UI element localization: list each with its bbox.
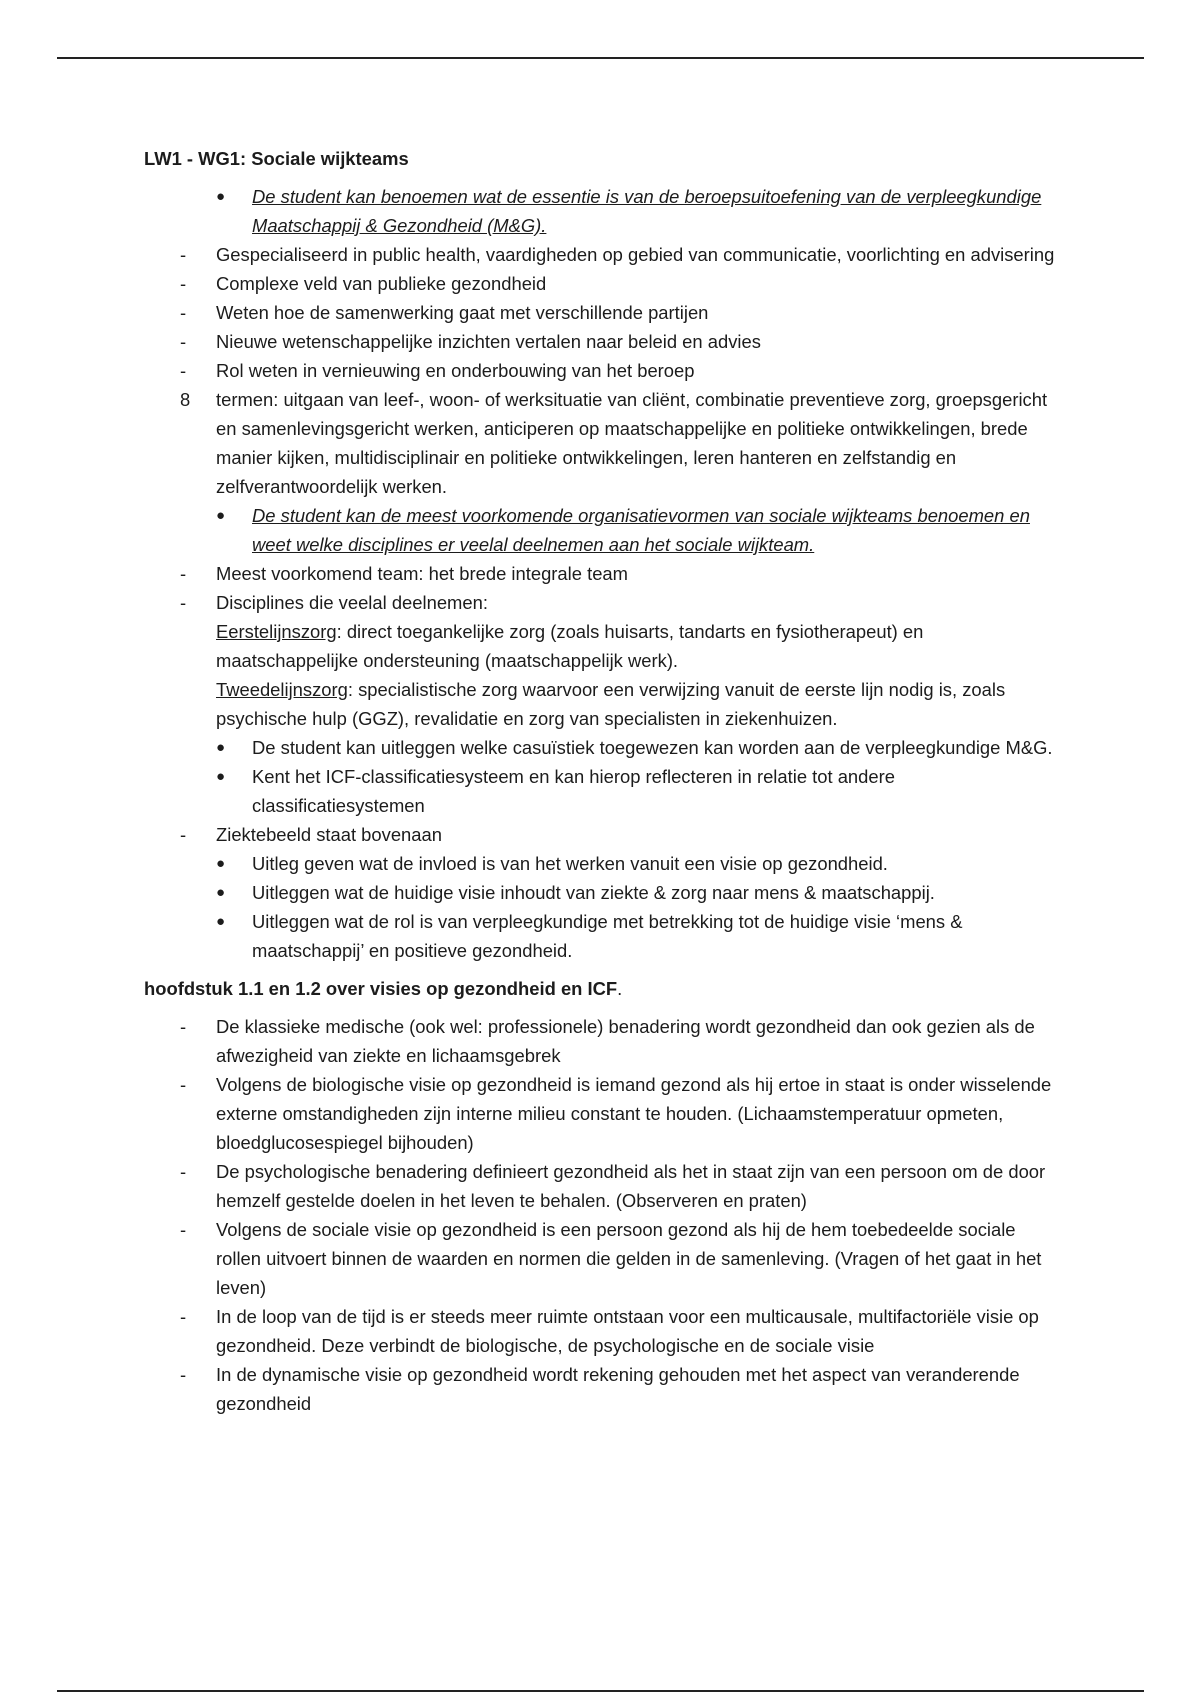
list-item-text: Disciplines die veelal deelnemen: — [216, 592, 488, 613]
header-rule — [57, 57, 1144, 59]
list-item-text: Volgens de biologische visie op gezondheid is iemand gezond als hij ertoe in staat is onder wisselende externe omstandigheden zijn interne milieu constant te houden. (Lichaamstemperatuur opmeten, bloedglucosespiegel bijhouden) — [216, 1074, 1052, 1153]
list-item — [144, 327, 1064, 356]
list-item-text: Complexe veld van publieke gezondheid — [216, 273, 547, 294]
objective-text: De student kan de meest voorkomende organisatievormen van sociale wijkteams benoemen en weet welke disciplines er veelal deelnemen aan het sociale wijkteam. — [252, 505, 1030, 555]
dash-marker: - — [180, 244, 187, 265]
learning-objective-1 — [144, 182, 1064, 240]
dash-marker: - — [180, 1161, 187, 1182]
list-item — [144, 356, 1064, 385]
learning-objective-7 — [144, 907, 1064, 965]
list-item — [144, 240, 1064, 269]
list-item — [144, 588, 1064, 617]
dash-marker: - — [180, 302, 187, 323]
section-heading-sociale-wijkteams: LW1 - WG1: Sociale wijkteams — [144, 148, 409, 169]
definition-text: : specialistische zorg waarvoor een verwijzing vanuit de eerste lijn nodig is, zoals psychische hulp (GGZ), revalidatie en zorg van specialisten in ziekenhuizen. — [216, 679, 1006, 729]
list-item — [144, 298, 1064, 327]
dash-marker: - — [180, 1306, 187, 1327]
learning-objective-6 — [144, 878, 1064, 907]
bullet-icon: ● — [216, 739, 226, 756]
list-item — [144, 1070, 1064, 1157]
list-item-text: Nieuwe wetenschappelijke inzichten vertalen naar beleid en advies — [216, 331, 761, 352]
dash-marker: - — [180, 1219, 187, 1240]
learning-objective-2 — [144, 501, 1064, 559]
list-item — [144, 1360, 1064, 1418]
list-item-text: termen: uitgaan van leef-, woon- of werksituatie van cliënt, combinatie preventieve zorg, groepsgericht en samenlevingsgericht werken, anticiperen op maatschappelijke en politieke ontwikkelingen, brede manier kijken, multidisciplinair en politieke ontwikkelingen, leren hanteren en zelfstandig en zelfverantwoordelijk werken. — [216, 389, 1048, 497]
list-item-text: In de dynamische visie op gezondheid wordt rekening gehouden met het aspect van veranderende gezondheid — [216, 1364, 1020, 1414]
dash-marker: - — [180, 592, 187, 613]
objective-text: De student kan benoemen wat de essentie is van de beroepsuitoefening van de verpleegkundige Maatschappij & Gezondheid (M&G). — [252, 186, 1042, 236]
eerstelijnszorg-definition — [144, 617, 1064, 675]
bullet-icon: ● — [216, 768, 226, 785]
dash-marker: - — [180, 1016, 187, 1037]
list-item — [144, 269, 1064, 298]
dash-marker: - — [180, 1364, 187, 1385]
dash-marker: - — [180, 360, 187, 381]
term-eerstelijnszorg: Eerstelijnszorg — [216, 621, 337, 642]
footer-rule — [57, 1690, 1144, 1692]
definition-text: : direct toegankelijke zorg (zoals huisarts, tandarts en fysiotherapeut) en maatschappelijke ondersteuning (maatschappelijk werk). — [216, 621, 924, 671]
list-item — [144, 1157, 1064, 1215]
dash-marker: - — [180, 273, 187, 294]
list-item-text: Meest voorkomend team: het brede integrale team — [216, 563, 628, 584]
list-item-text: De psychologische benadering definieert gezondheid als het in staat zijn van een persoon om de door hemzelf gestelde doelen in het leven te behalen. (Observeren en praten) — [216, 1161, 1046, 1211]
bullet-icon: ● — [216, 913, 226, 930]
list-item-text: Rol weten in vernieuwing en onderbouwing van het beroep — [216, 360, 695, 381]
bullet-icon: ● — [216, 507, 226, 524]
bullet-icon: ● — [216, 855, 226, 872]
objective-text: Uitleggen wat de rol is van verpleegkundige met betrekking tot de huidige visie ‘mens & maatschappij’ en positieve gezondheid. — [252, 911, 963, 961]
objective-text: Kent het ICF-classificatiesysteem en kan hierop reflecteren in relatie tot andere classificatiesystemen — [252, 766, 895, 816]
learning-objective-4 — [144, 762, 1064, 820]
section-heading-visies-op-gezondheid — [144, 974, 1064, 1003]
list-item-text: Volgens de sociale visie op gezondheid is een persoon gezond als hij de hem toebedeelde sociale rollen uitvoert binnen de waarden en normen die gelden in de samenleving. (Vragen of het gaat in het leven) — [216, 1219, 1042, 1298]
dash-marker: - — [180, 1074, 187, 1095]
list-item — [144, 1012, 1064, 1070]
heading-text: hoofdstuk 1.1 en 1.2 over visies op gezondheid en ICF — [144, 978, 618, 999]
heading-period: . — [617, 978, 623, 999]
document-body — [144, 144, 1064, 1418]
learning-objective-3 — [144, 733, 1064, 762]
list-item-text: De klassieke medische (ook wel: professionele) benadering wordt gezondheid dan ook gezien als de afwezigheid van ziekte en lichaamsgebrek — [216, 1016, 1035, 1066]
dash-marker: - — [180, 331, 187, 352]
list-item-text: Gespecialiseerd in public health, vaardigheden op gebied van communicatie, voorlichting en advisering — [216, 244, 1055, 265]
numbered-list-item — [144, 385, 1064, 501]
list-item — [144, 1215, 1064, 1302]
list-item — [144, 1302, 1064, 1360]
tweedelijnszorg-definition — [144, 675, 1064, 733]
list-item — [144, 820, 1064, 849]
bullet-icon: ● — [216, 188, 226, 205]
list-item-text: In de loop van de tijd is er steeds meer ruimte ontstaan voor een multicausale, multifactoriële visie op gezondheid. Deze verbindt de biologische, de psychologische en de sociale visie — [216, 1306, 1039, 1356]
number-marker: 8 — [180, 389, 191, 410]
objective-text: Uitleggen wat de huidige visie inhoudt van ziekte & zorg naar mens & maatschappij. — [252, 882, 935, 903]
dash-marker: - — [180, 563, 187, 584]
list-item — [144, 559, 1064, 588]
list-item-text: Ziektebeeld staat bovenaan — [216, 824, 442, 845]
dash-marker: - — [180, 824, 187, 845]
bullet-icon: ● — [216, 884, 226, 901]
learning-objective-5 — [144, 849, 1064, 878]
objective-text: De student kan uitleggen welke casuïstiek toegewezen kan worden aan de verpleegkundige M&G. — [252, 737, 1053, 758]
list-item-text: Weten hoe de samenwerking gaat met verschillende partijen — [216, 302, 709, 323]
objective-text: Uitleg geven wat de invloed is van het werken vanuit een visie op gezondheid. — [252, 853, 888, 874]
term-tweedelijnszorg: Tweedelijnszorg — [216, 679, 348, 700]
